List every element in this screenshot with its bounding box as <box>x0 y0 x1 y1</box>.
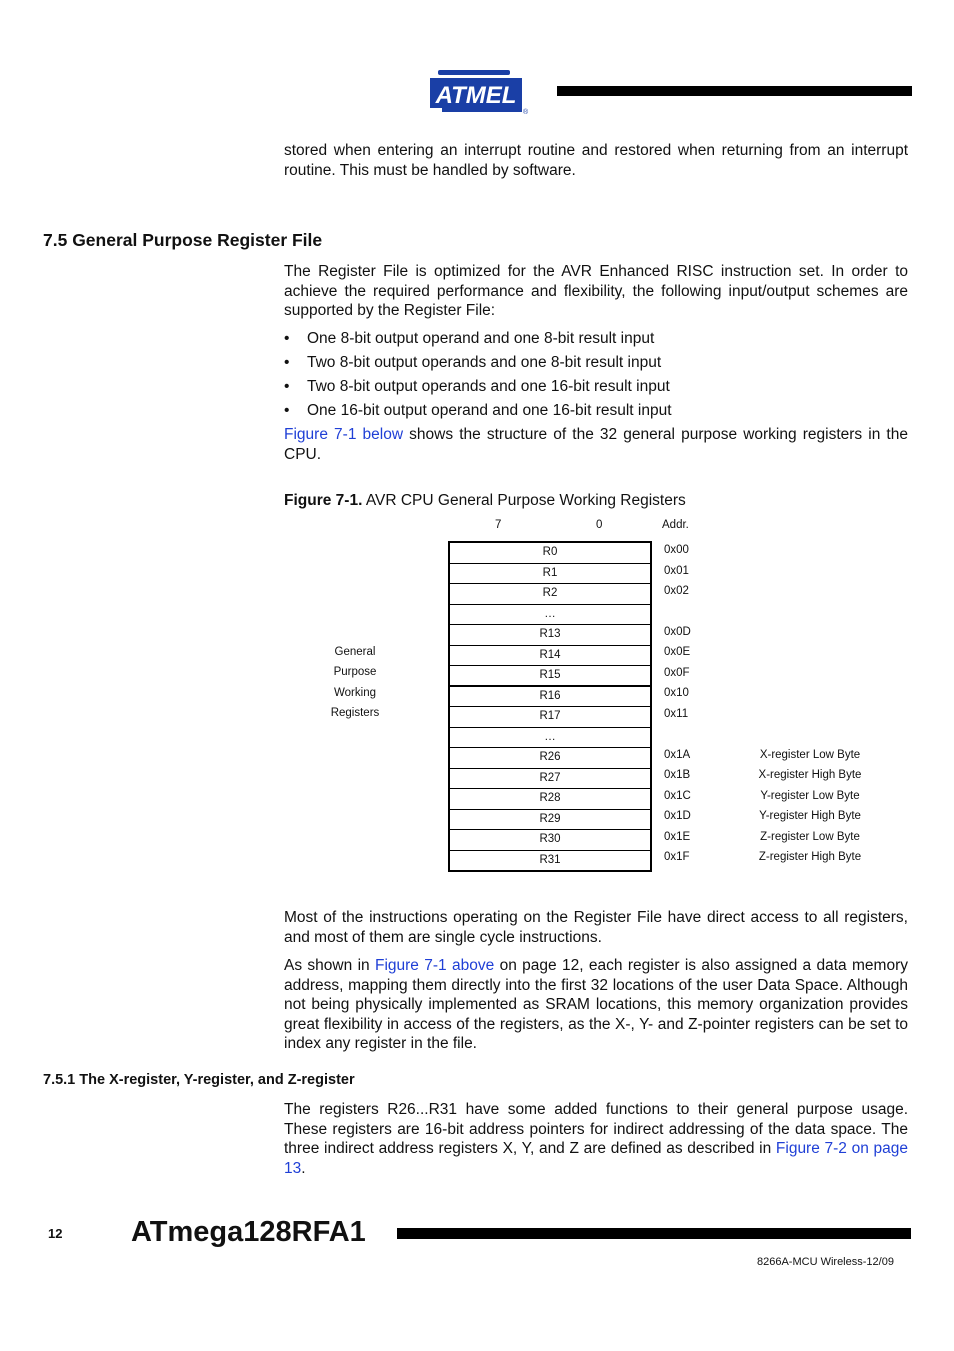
atmel-logo <box>426 68 530 116</box>
register-description: X-register High Byte <box>758 769 862 781</box>
register-cell: R28 <box>450 789 650 810</box>
list-item: • Two 8-bit output operands and one 8-bit result input <box>284 354 662 371</box>
subsection-paragraph: The registers R26...R31 have some added functions to their general purpose usage. These registers are 16-bit address pointers for indirect addressing of the data space. The three indirect address registers X, Y, and Z are defined as described in Figure 7-2 on page 13. <box>284 1101 908 1177</box>
register-description: Z-register High Byte <box>758 851 862 863</box>
register-description: X-register Low Byte <box>759 749 861 761</box>
register-cell: R2 <box>450 584 650 605</box>
register-address: 0x1F <box>664 851 690 863</box>
register-cell: … <box>450 728 650 749</box>
addr-header: Addr. <box>662 519 689 531</box>
bullet-icon: • <box>284 378 290 395</box>
figure-caption: Figure 7-1. AVR CPU General Purpose Working Registers <box>284 492 686 509</box>
side-label-general: General <box>334 646 376 658</box>
register-address: 0x1D <box>664 810 691 822</box>
after-figure-paragraph-2: As shown in Figure 7-1 above on page 12, each register is also assigned a data memory address, mapping them directly into the first 32 locations of the user Data Space. Although not being physically implemented as SRAM locations, this memory organization provides great flexibility in access of the registers, as the X-, Y- and Z-pointer registers can be set to index any register in the file. <box>284 957 908 1052</box>
register-address: 0x11 <box>664 708 689 720</box>
bullet-icon: • <box>284 330 290 347</box>
side-label-working: Working <box>334 687 376 699</box>
register-cell: R15 <box>450 666 650 687</box>
bullet-icon: • <box>284 354 290 371</box>
io-scheme-list <box>284 329 908 425</box>
figure-7-2-link[interactable]: Figure 7-2 on page 13 <box>284 1140 908 1177</box>
register-address: 0x0E <box>664 646 691 658</box>
register-address: 0x0F <box>664 667 690 679</box>
register-cell: R17 <box>450 707 650 728</box>
register-cell: R16 <box>450 687 650 708</box>
register-cell: R0 <box>450 543 650 564</box>
register-address: 0x1E <box>664 831 691 843</box>
register-address: 0x0D <box>664 626 691 638</box>
side-label-purpose: Purpose <box>333 666 377 678</box>
list-item: • Two 8-bit output operands and one 16-bit result input <box>284 378 670 395</box>
svg-text:ATMEL: ATMEL <box>435 82 517 109</box>
after-figure-paragraph-1: Most of the instructions operating on the Register File have direct access to all registers, and most of them are single cycle instructions. <box>284 909 908 946</box>
register-address: 0x10 <box>664 687 689 699</box>
figure-7-1-below-link[interactable]: Figure 7-1 below <box>284 426 404 443</box>
register-cell: R31 <box>539 853 561 866</box>
register-cell: R29 <box>450 810 650 831</box>
header-rule <box>557 86 912 96</box>
register-address: 0x00 <box>664 544 689 556</box>
document-reference: 8266A-MCU Wireless-12/09 <box>757 1256 894 1268</box>
register-description: Z-register Low Byte <box>760 831 860 843</box>
register-address: 0x1A <box>664 749 691 761</box>
register-address: 0x1B <box>664 769 691 781</box>
side-label-registers: Registers <box>330 707 380 719</box>
bit-0-label: 0 <box>596 519 603 531</box>
list-item: • One 16-bit output operand and one 16-bit result input <box>284 402 672 419</box>
section-paragraph-1: The Register File is optimized for the AVR Enhanced RISC instruction set. In order to achieve the required performance and flexibility, the following input/output schemes are supported by the Register File: <box>284 263 908 319</box>
subsection-heading: 7.5.1 The X-register, Y-register, and Z-register <box>43 1072 355 1088</box>
section-heading: 7.5 General Purpose Register File <box>43 230 323 250</box>
register-cell: … <box>450 605 650 626</box>
page-number: 12 <box>48 1226 63 1241</box>
chip-name: ATmega128RFA1 <box>131 1216 366 1248</box>
list-item: • One 8-bit output operand and one 8-bit result input <box>284 330 655 347</box>
register-cell: R13 <box>450 625 650 646</box>
register-address: 0x01 <box>664 565 689 577</box>
bit-7-label: 7 <box>495 519 502 531</box>
register-description: Y-register Low Byte <box>760 790 860 802</box>
footer-rule <box>397 1228 911 1239</box>
intro-paragraph: stored when entering an interrupt routine and restored when returning from an interrupt routine. This must be handled by software. <box>284 142 908 179</box>
register-address: 0x02 <box>664 585 689 597</box>
register-table <box>448 541 652 872</box>
register-cell: R14 <box>450 646 650 667</box>
section-paragraph-2: Figure 7-1 below shows the structure of the 32 general purpose working registers in the CPU. <box>284 426 908 463</box>
svg-text:®: ® <box>523 109 529 116</box>
register-description: Y-register High Byte <box>759 810 861 822</box>
bullet-icon: • <box>284 402 290 419</box>
figure-7-1-above-link[interactable]: Figure 7-1 above <box>374 957 495 974</box>
register-cell: R26 <box>450 748 650 769</box>
register-address: 0x1C <box>664 790 691 802</box>
register-cell: R27 <box>450 769 650 790</box>
register-cell: R1 <box>450 564 650 585</box>
register-cell: R30 <box>450 830 650 851</box>
